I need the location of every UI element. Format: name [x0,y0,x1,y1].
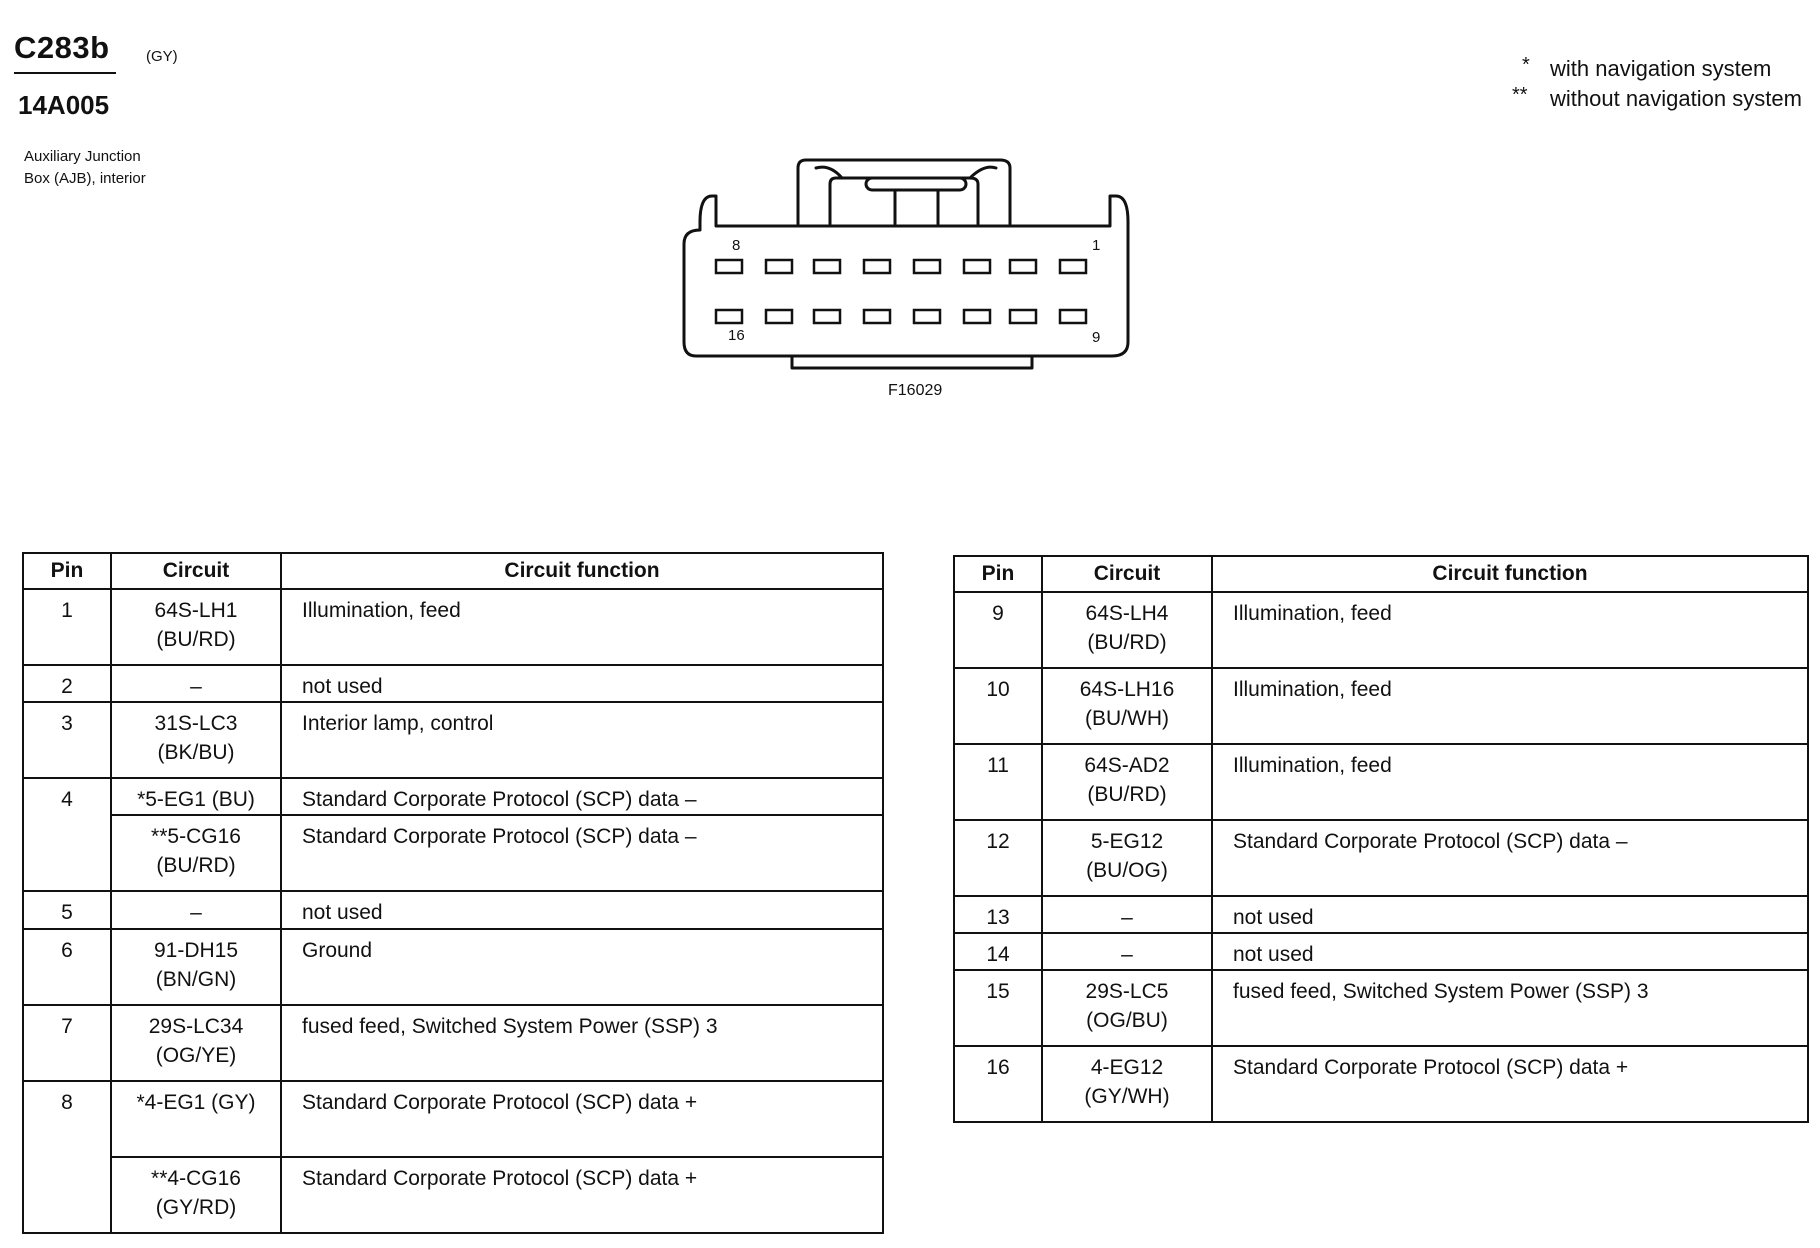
table-row [954,933,1808,970]
wire-color: (BN/GN) [155,968,237,991]
wire-color: (BU/RD) [1087,783,1167,806]
pin-number-cell: 9 [954,592,1042,668]
circuit-function-cell: Ground [281,929,883,1005]
location-line-1: Auxiliary Junction [24,148,141,165]
column-header-circuit: Circuit [1042,556,1212,592]
pin-cavity [814,310,840,323]
column-header-pin: Pin [954,556,1042,592]
connector-lock-left [816,167,842,178]
circuit-code: 64S-LH16 [1079,678,1175,701]
wire-color: (GY/WH) [1084,1085,1170,1108]
pin-cavity [766,260,792,273]
connector-lock-right [970,167,996,178]
wire-color: (BU/RD) [156,628,236,651]
table-row [23,891,883,929]
pin-number-cell: 2 [23,665,111,702]
wire-color: (BU/RD) [156,854,236,877]
pinout-table-pins-9-16 [953,555,1809,1123]
circuit-cell [1042,668,1212,744]
circuit-code: 64S-LH1 [154,599,238,622]
pin-cavity [1060,260,1086,273]
circuit-function-cell: not used [281,665,883,702]
table-row [23,1157,883,1233]
circuit-function-cell: Standard Corporate Protocol (SCP) data – [1212,820,1808,896]
circuit-cell [111,1005,281,1081]
circuit-cell [111,929,281,1005]
circuit-code: 5-EG12 [1090,830,1164,853]
circuit-function-cell: Standard Corporate Protocol (SCP) data – [281,778,883,815]
circuit-function-cell: not used [281,891,883,929]
circuit-function-cell: Illumination, feed [1212,592,1808,668]
table-header-row [954,556,1808,592]
circuit-cell [1042,744,1212,820]
title-underline [14,72,116,74]
pin-number-cell: 3 [23,702,111,778]
column-header-function: Circuit function [1212,556,1808,592]
pin-number-cell: 10 [954,668,1042,744]
circuit-code: *5-EG1 (BU) [137,788,255,811]
table-row [23,1005,883,1081]
circuit-function-cell: Illumination, feed [281,589,883,665]
pin-number-cell: 5 [23,891,111,929]
circuit-code: 64S-AD2 [1084,754,1170,777]
circuit-function-cell: Standard Corporate Protocol (SCP) data + [281,1081,883,1157]
pin-label-9: 9 [1092,329,1101,346]
wire-color: (GY/RD) [155,1196,237,1219]
circuit-code: – [190,675,202,698]
circuit-cell [111,1081,281,1157]
pin-number-cell: 6 [23,929,111,1005]
connector-face-diagram [680,150,1150,380]
figure-id: F16029 [888,382,943,399]
connector-location [24,146,146,190]
pin-cavity [814,260,840,273]
connector-latch-inner [830,178,978,224]
circuit-code: – [1121,906,1133,929]
note-text-nav: with navigation system [1550,56,1772,81]
circuit-code: 29S-LC34 [148,1015,244,1038]
circuit-code: 4-EG12 [1090,1056,1164,1079]
column-header-circuit: Circuit [111,553,281,589]
table-row [23,702,883,778]
circuit-cell [1042,933,1212,970]
circuit-function-cell: Standard Corporate Protocol (SCP) data + [1212,1046,1808,1122]
circuit-function-cell: Standard Corporate Protocol (SCP) data – [281,815,883,891]
pinout-table-pins-1-8 [22,552,884,1234]
pin-cavity [914,260,940,273]
pin-cavity [964,260,990,273]
connector-latch-center [895,190,938,224]
table-header-row [23,553,883,589]
pin-label-8: 8 [732,237,741,254]
circuit-function-cell: not used [1212,896,1808,933]
connector-color-code: (GY) [146,48,178,65]
circuit-code: *4-EG1 (GY) [136,1091,256,1114]
pin-number-cell: 16 [954,1046,1042,1122]
table-row [23,778,883,815]
note-mark-no-nav: ** [1512,84,1528,106]
wire-color: (BU/RD) [1087,631,1167,654]
circuit-cell [111,891,281,929]
pin-cavity [964,310,990,323]
pin-cavity [1010,310,1036,323]
circuit-function-cell: Interior lamp, control [281,702,883,778]
connector-latch-bar [866,178,966,190]
circuit-cell [111,702,281,778]
circuit-cell [1042,592,1212,668]
pin-cavity [766,310,792,323]
wire-color: (OG/BU) [1086,1009,1168,1032]
pin-number-cell: 7 [23,1005,111,1081]
circuit-cell [111,815,281,891]
pin-number-cell: 15 [954,970,1042,1046]
circuit-code: – [190,901,202,924]
table-row [954,744,1808,820]
circuit-cell [1042,1046,1212,1122]
table-row [954,668,1808,744]
pin-number-cell: 1 [23,589,111,665]
circuit-function-cell: Standard Corporate Protocol (SCP) data + [281,1157,883,1233]
pin-cavity [914,310,940,323]
wire-color: (OG/YE) [155,1044,237,1067]
note-mark-nav: * [1522,54,1530,76]
circuit-cell [111,1157,281,1233]
table-row [954,1046,1808,1122]
column-header-pin: Pin [23,553,111,589]
circuit-code: **5-CG16 [151,825,241,848]
table-row [954,592,1808,668]
circuit-code: 31S-LC3 [154,712,238,735]
circuit-code: – [1121,943,1133,966]
pin-cavity [716,260,742,273]
pin-number-cell: 14 [954,933,1042,970]
circuit-code: 29S-LC5 [1085,980,1169,1003]
pin-label-1: 1 [1092,237,1101,254]
pin-number-cell: 12 [954,820,1042,896]
circuit-cell [111,778,281,815]
circuit-cell [111,665,281,702]
pin-cavity [864,260,890,273]
circuit-function-cell: fused feed, Switched System Power (SSP) 3 [281,1005,883,1081]
column-header-function: Circuit function [281,553,883,589]
table-row [23,1081,883,1157]
connector-body [684,196,1128,356]
wire-color: (BK/BU) [157,741,235,764]
wire-color: (BU/OG) [1086,859,1168,882]
pin-label-16: 16 [728,327,745,344]
table-row [954,970,1808,1046]
circuit-cell [111,589,281,665]
pin-number-cell: 8 [23,1081,111,1233]
table-row [954,820,1808,896]
circuit-cell [1042,820,1212,896]
pin-cavity [1060,310,1086,323]
connector-title: C283b [14,30,110,65]
circuit-function-cell: Illumination, feed [1212,668,1808,744]
circuit-cell [1042,896,1212,933]
location-line-2: Box (AJB), interior [24,170,146,187]
table-row [23,665,883,702]
wire-color: (BU/WH) [1085,707,1169,730]
pin-number-cell: 11 [954,744,1042,820]
circuit-function-cell: fused feed, Switched System Power (SSP) 3 [1212,970,1808,1046]
circuit-function-cell: Illumination, feed [1212,744,1808,820]
pin-cavity [864,310,890,323]
table-row [23,815,883,891]
circuit-code: 91-DH15 [153,939,239,962]
circuit-cell [1042,970,1212,1046]
note-text-no-nav: without navigation system [1550,86,1802,111]
part-number: 14A005 [18,90,110,120]
circuit-code: **4-CG16 [151,1167,241,1190]
pin-number-cell: 13 [954,896,1042,933]
connector-key [792,356,1032,368]
pin-number-cell: 4 [23,778,111,891]
pin-cavity [1010,260,1036,273]
table-row [23,929,883,1005]
pin-cavity [716,310,742,323]
circuit-function-cell: not used [1212,933,1808,970]
table-row [23,589,883,665]
table-row [954,896,1808,933]
circuit-code: 64S-LH4 [1085,602,1169,625]
